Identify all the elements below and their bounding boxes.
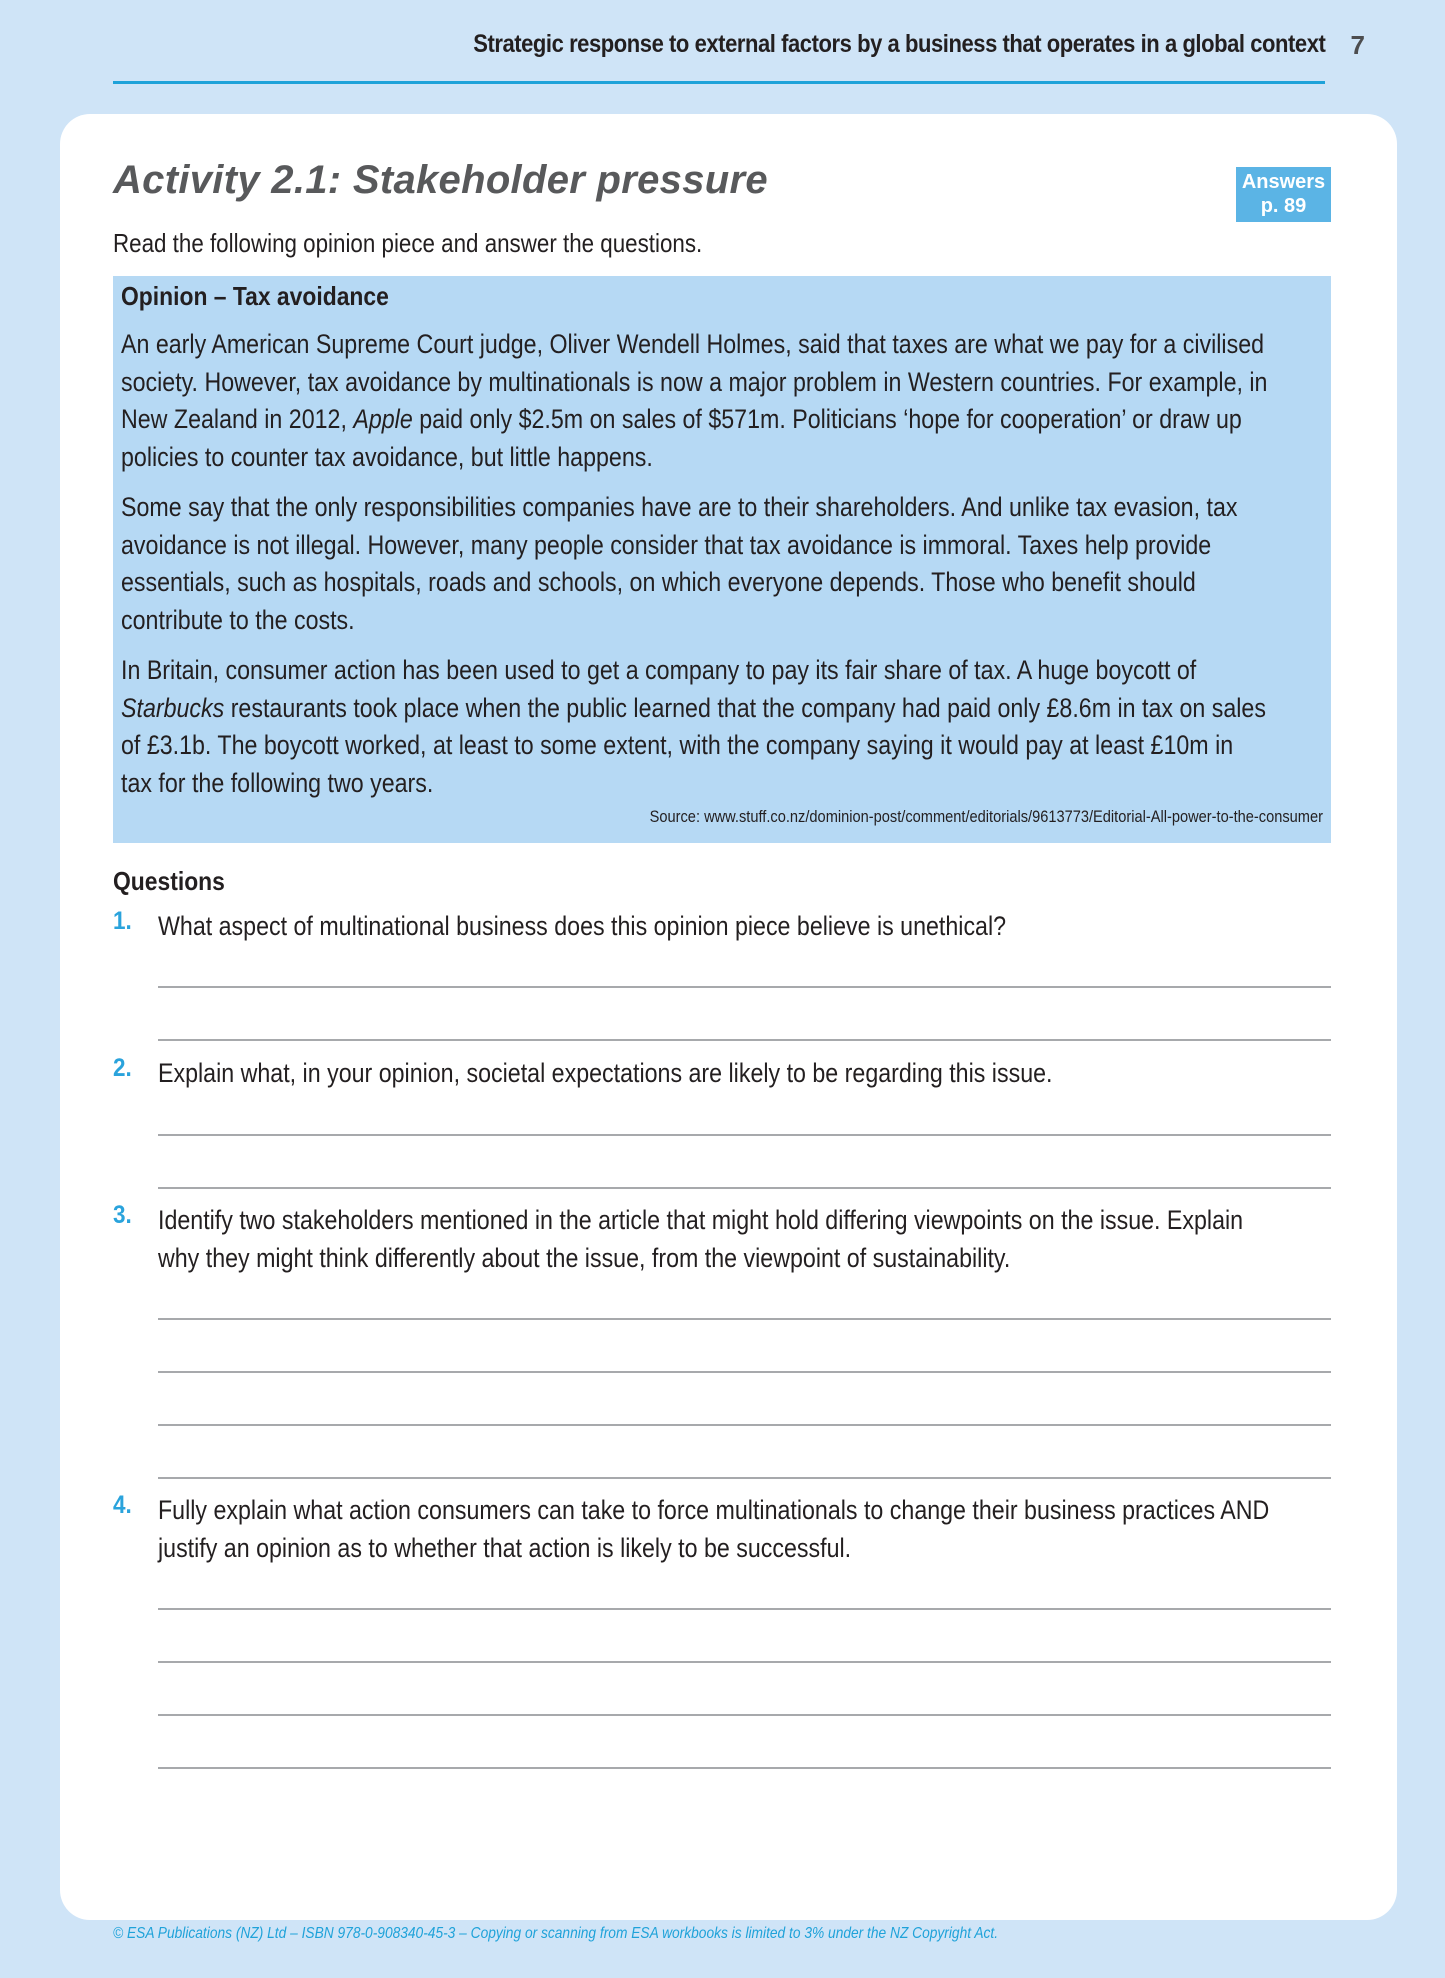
- opinion-paragraph: [121, 652, 1308, 802]
- question-number: 1.: [113, 907, 132, 935]
- paragraph-line: tax for the following two years.: [121, 767, 434, 798]
- opinion-title: Opinion – Tax avoidance: [121, 281, 389, 311]
- answers-badge-label: Answers: [1241, 171, 1326, 193]
- paragraph-line: policies to counter tax avoidance, but little happens.: [121, 441, 653, 472]
- paragraph-line: [121, 690, 1308, 728]
- paragraph-line: [121, 401, 1308, 439]
- question-line: Identify two stakeholders mentioned in the article that might hold differing viewpoints on the issue. Explain: [158, 1205, 1244, 1235]
- running-header: [113, 30, 1365, 60]
- text-run: restaurants took place when the public learned that the company had paid only £8.6m in tax on sales: [224, 692, 1266, 723]
- answer-line[interactable]: [158, 1661, 1331, 1663]
- paragraph-line: Some say that the only responsibilities companies have are to their shareholders. And unlike tax evasion, tax: [121, 492, 1238, 522]
- answers-badge[interactable]: [1236, 167, 1331, 222]
- question-text: [158, 1201, 1362, 1277]
- answer-line[interactable]: [158, 1424, 1331, 1426]
- answer-line[interactable]: [158, 1187, 1331, 1189]
- paragraph-line: avoidance is not illegal. However, many people consider that tax avoidance is immoral. Taxes help provide: [121, 529, 1212, 560]
- answer-line[interactable]: [158, 1477, 1331, 1479]
- text-run: paid only $2.5m on sales of $571m. Politicians ‘hope for cooperation’ or draw up: [412, 404, 1242, 434]
- question-line: Fully explain what action consumers can take to force multinationals to change their business practices AND: [158, 1495, 1270, 1525]
- paragraph-line: contribute to the costs.: [121, 604, 355, 635]
- paragraph-line: An early American Supreme Court judge, Oliver Wendell Holmes, said that taxes are what we pay for a civilised: [121, 329, 1265, 359]
- question-line: justify an opinion as to whether that action is likely to be successful.: [158, 1533, 852, 1563]
- question-line: What aspect of multinational business does this opinion piece believe is unethical?: [158, 911, 1007, 941]
- paragraph-line: essentials, such as hospitals, roads and schools, on which everyone depends. Those who benefit should: [121, 567, 1196, 597]
- answer-line[interactable]: [158, 1767, 1331, 1769]
- company-name-apple: Apple: [353, 404, 413, 434]
- opinion-box: [113, 276, 1331, 843]
- company-name-starbucks: Starbucks: [121, 692, 225, 723]
- page-number: 7: [1350, 30, 1365, 60]
- question-line: Explain what, in your opinion, societal expectations are likely to be regarding this issue.: [158, 1058, 1053, 1088]
- question-text: [158, 907, 1362, 945]
- question-number: 2.: [113, 1054, 132, 1082]
- answer-line[interactable]: [158, 1371, 1331, 1373]
- answer-line[interactable]: [158, 1608, 1331, 1610]
- activity-intro: Read the following opinion piece and answer the questions.: [113, 228, 703, 258]
- answer-line[interactable]: [158, 1134, 1331, 1136]
- source-citation: Source: www.stuff.co.nz/dominion-post/comment/editorials/9613773/Editorial-All-power-to-the-consumer: [649, 807, 1323, 826]
- paragraph-line: of £3.1b. The boycott worked, at least to some extent, with the company saying it would pay at least £10m in: [121, 730, 1234, 760]
- question-number: 3.: [113, 1201, 132, 1229]
- text-run: New Zealand in 2012,: [121, 404, 354, 434]
- questions-heading: Questions: [113, 866, 225, 896]
- opinion-paragraph: [121, 489, 1308, 639]
- answer-line[interactable]: [158, 1039, 1331, 1041]
- answer-line[interactable]: [158, 1714, 1331, 1716]
- activity-title: Activity 2.1: Stakeholder pressure: [113, 158, 768, 202]
- copyright-footer: © ESA Publications (NZ) Ltd – ISBN 978-0-908340-45-3 – Copying or scanning from ESA workbooks is limited to 3% under the NZ Copyright Act.: [113, 1925, 999, 1942]
- running-title: Strategic response to external factors by a business that operates in a global context: [472, 30, 1325, 58]
- answer-line[interactable]: [158, 1318, 1331, 1320]
- answers-badge-page: p. 89: [1260, 195, 1307, 217]
- paragraph-line: In Britain, consumer action has been used to get a company to pay its fair share of tax. A huge boycott of: [121, 655, 1197, 685]
- paragraph-line: society. However, tax avoidance by multinationals is now a major problem in Western countries. For example, in: [121, 366, 1268, 397]
- question-line: why they might think differently about the issue, from the viewpoint of sustainability.: [158, 1243, 1011, 1273]
- answer-line[interactable]: [158, 986, 1331, 988]
- opinion-paragraph: [121, 326, 1308, 476]
- question-text: [158, 1054, 1362, 1092]
- header-rule: [113, 81, 1325, 84]
- question-number: 4.: [113, 1491, 132, 1519]
- question-text: [158, 1491, 1362, 1567]
